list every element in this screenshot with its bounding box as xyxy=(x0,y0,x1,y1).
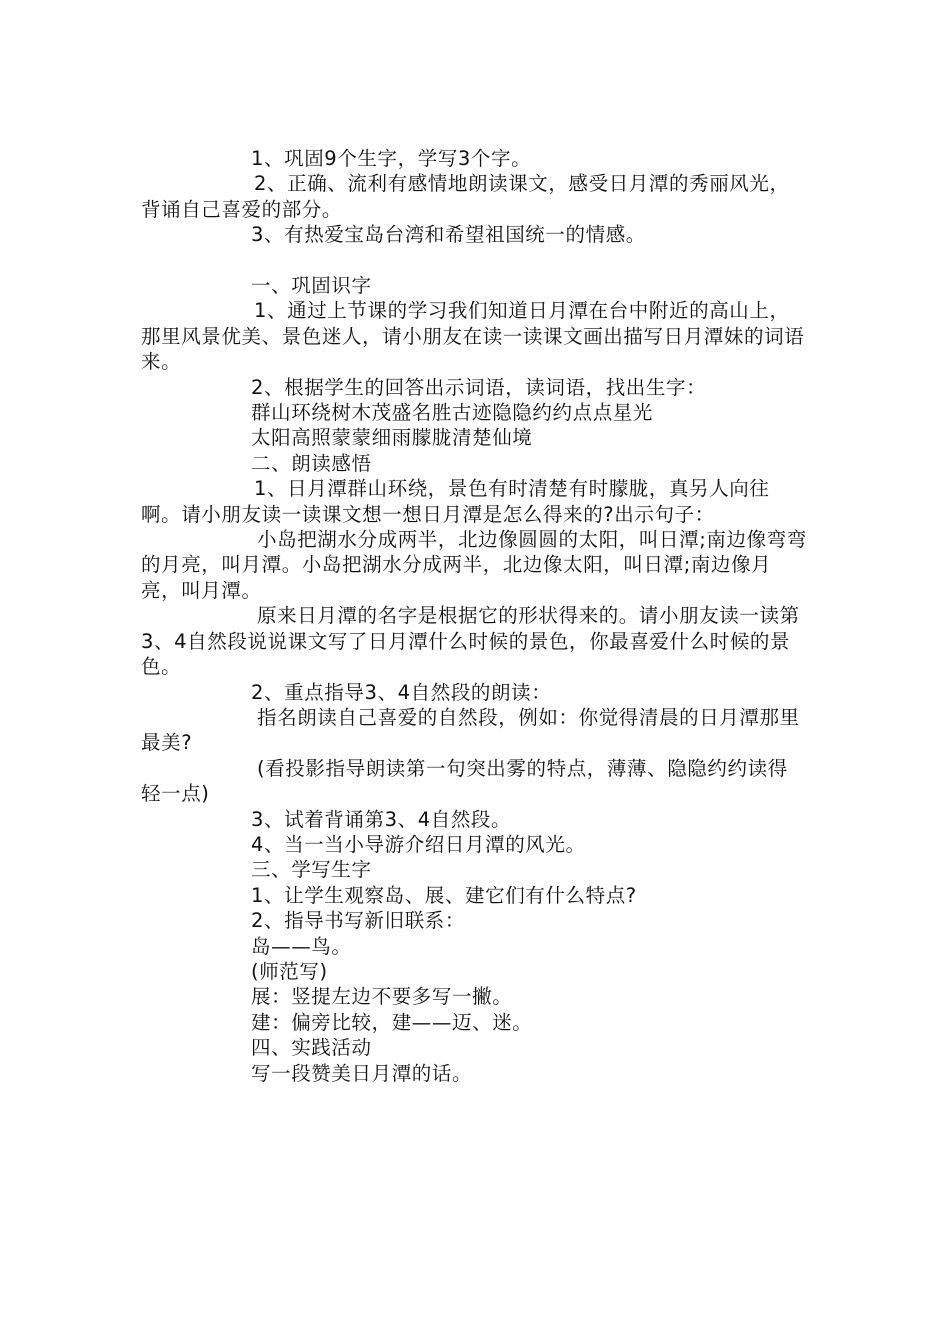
paragraph: 1、让学生观察岛、展、建它们有什么特点? xyxy=(251,883,637,907)
quoted-sentence: 小岛把湖水分成两半，北边像圆圆的太阳，叫日潭;南边像弯弯的月亮，叫月潭。小岛把湖水分成两半，北边像太阳，叫日潭;南边像月亮，叫月潭。 xyxy=(141,528,807,602)
paragraph: 写一段赞美日月潭的话。 xyxy=(251,1061,473,1085)
paragraph: 2、重点指导3、4自然段的朗读： xyxy=(251,680,552,704)
paragraph: 2、指导书写新旧联系： xyxy=(251,909,466,933)
paragraph: 岛——鸟。 xyxy=(251,934,352,958)
paragraph: 1、通过上节课的学习我们知道日月潭在台中附近的高山上，那里风景优美、景色迷人，请小朋友在读一读课文画出描写日月潭妹的词语来。 xyxy=(141,299,805,374)
paragraph: 4、当一当小导游介绍日月潭的风光。 xyxy=(251,832,586,856)
section-heading-4: 四、实践活动 xyxy=(251,1036,372,1060)
blank-line xyxy=(141,248,807,273)
objective-1: 1、巩固9个生字，学写3个字。 xyxy=(251,147,532,170)
paragraph: (看投影指导朗读第一句突出雾的特点，薄薄、隐隐约约读得轻一点) xyxy=(141,756,788,806)
paragraph: 1、日月潭群山环绕，景色有时清楚有时朦胧，真另人向往啊。请小朋友读一读课文想一想日月潭是怎么得来的?出示句子： xyxy=(141,477,770,526)
word-list-1: 群山环绕树木茂盛名胜古迹隐隐约约点点星光 xyxy=(251,401,654,425)
paragraph: 3、试着背诵第3、4自然段。 xyxy=(251,807,512,831)
paragraph: 指名朗读自己喜爱的自然段，例如：你觉得清晨的日月潭那里最美? xyxy=(141,705,800,755)
paragraph: (师范写) xyxy=(251,959,328,983)
section-heading-3: 三、学写生字 xyxy=(251,858,372,882)
objective-3: 3、有热爱宝岛台湾和希望祖国统一的情感。 xyxy=(251,223,646,247)
section-heading-1: 一、巩固识字 xyxy=(251,274,372,298)
section-heading-2: 二、朗读感悟 xyxy=(251,451,372,475)
lesson-plan-text xyxy=(141,146,807,1086)
paragraph: 2、根据学生的回答出示词语，读词语，找出生字： xyxy=(251,375,707,399)
paragraph: 展：竖提左边不要多写一撇。 xyxy=(251,985,513,1009)
paragraph: 原来日月潭的名字是根据它的形状得来的。请小朋友读一读第3、4自然段说说课文写了日月潭什么时候的景色，你最喜爱什么时候的景色。 xyxy=(141,604,800,679)
word-list-2: 太阳高照蒙蒙细雨朦胧清楚仙境 xyxy=(251,426,533,450)
paragraph: 建：偏旁比较，建——迈、迷。 xyxy=(251,1010,533,1034)
objective-2: 2、正确、流利有感情地朗读课文，感受日月潭的秀丽风光，背诵自己喜爱的部分。 xyxy=(141,172,790,221)
